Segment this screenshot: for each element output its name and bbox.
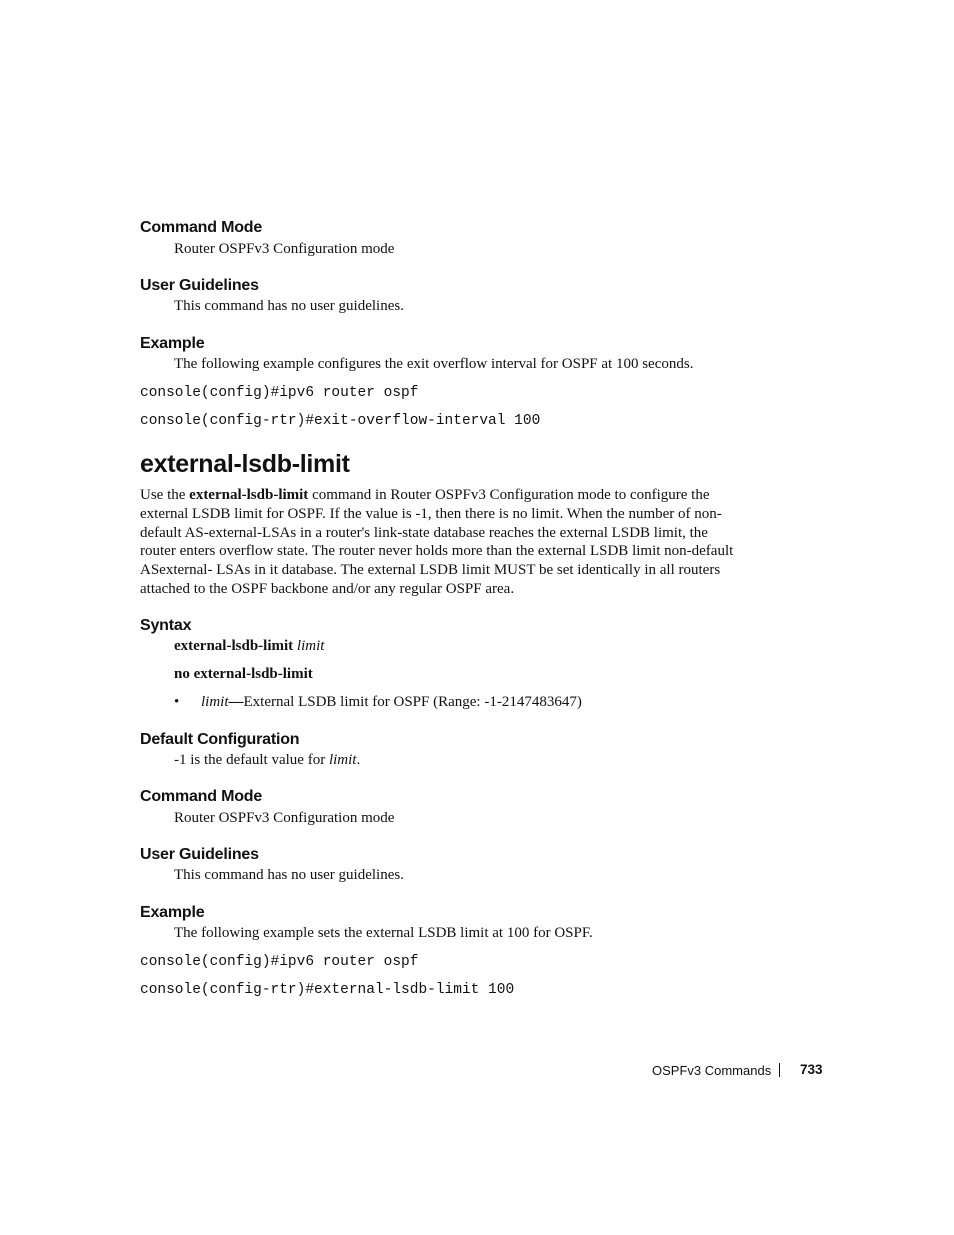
command-mode-text: Router OSPFv3 Configuration mode xyxy=(174,241,395,257)
example-text: The following example sets the external LSDB limit at 100 for OSPF. xyxy=(174,925,593,941)
default-parameter: limit xyxy=(328,752,357,768)
description-line: default AS-external-LSAs in a router's link-state database reaches the external LSDB limit, the xyxy=(140,524,708,541)
default-configuration-text xyxy=(174,752,360,769)
syntax-line xyxy=(174,638,324,655)
description-line xyxy=(140,486,760,505)
description-line: router enters overflow state. The router never holds more than the external LSDB limit non-default xyxy=(140,543,734,560)
parameter-bullet xyxy=(174,694,582,711)
default-text-end: . xyxy=(356,752,361,768)
user-guidelines-text: This command has no user guidelines. xyxy=(174,867,404,883)
page-number: 733 xyxy=(800,1062,823,1077)
syntax-heading: Syntax xyxy=(140,617,192,634)
syntax-command: no external-lsdb-limit xyxy=(174,666,313,682)
command-mode-heading: Command Mode xyxy=(140,788,263,805)
description-text: command in Router OSPFv3 Configuration mode to configure the xyxy=(308,487,710,503)
example-text: The following example configures the exit overflow interval for OSPF at 100 seconds. xyxy=(174,356,694,372)
example-code-line: console(config)#ipv6 router ospf xyxy=(140,954,419,970)
example-code-line: console(config-rtr)#exit-overflow-interval 100 xyxy=(140,413,541,429)
bullet-mark: • xyxy=(174,694,180,710)
footer-chapter: OSPFv3 Commands xyxy=(652,1063,772,1078)
default-configuration-heading: Default Configuration xyxy=(140,731,300,748)
footer-separator xyxy=(779,1063,780,1077)
syntax-line-no xyxy=(174,666,313,683)
example-code-line: console(config-rtr)#external-lsdb-limit 100 xyxy=(140,982,515,998)
command-description xyxy=(140,486,760,599)
default-text: -1 is the default value for xyxy=(174,752,329,768)
syntax-command: external-lsdb-limit xyxy=(174,638,294,654)
em-dash: — xyxy=(228,694,244,710)
example-code-line: console(config)#ipv6 router ospf xyxy=(140,385,419,401)
user-guidelines-heading: User Guidelines xyxy=(140,846,259,863)
command-mode-text: Router OSPFv3 Configuration mode xyxy=(174,810,395,826)
example-heading: Example xyxy=(140,904,205,921)
parameter-description xyxy=(201,694,582,711)
command-mode-heading: Command Mode xyxy=(140,219,263,236)
parameter-text: External LSDB limit for OSPF (Range: -1-2147483647) xyxy=(243,694,582,710)
example-heading: Example xyxy=(140,335,205,352)
description-line: ASexternal- LSAs in it database. The external LSDB limit MUST be set identically in all routers xyxy=(140,562,721,579)
description-text: Use the xyxy=(140,487,190,503)
description-line: external LSDB limit for OSPF. If the value is -1, then there is no limit. When the number of non- xyxy=(140,505,722,522)
description-line: attached to the OSPF backbone and/or any regular OSPF area. xyxy=(140,580,515,597)
syntax-parameter: limit xyxy=(296,638,325,654)
parameter-name: limit xyxy=(201,694,229,710)
command-title: external-lsdb-limit xyxy=(140,450,350,478)
command-name-bold: external-lsdb-limit xyxy=(189,487,309,503)
user-guidelines-text: This command has no user guidelines. xyxy=(174,298,404,314)
user-guidelines-heading: User Guidelines xyxy=(140,277,259,294)
